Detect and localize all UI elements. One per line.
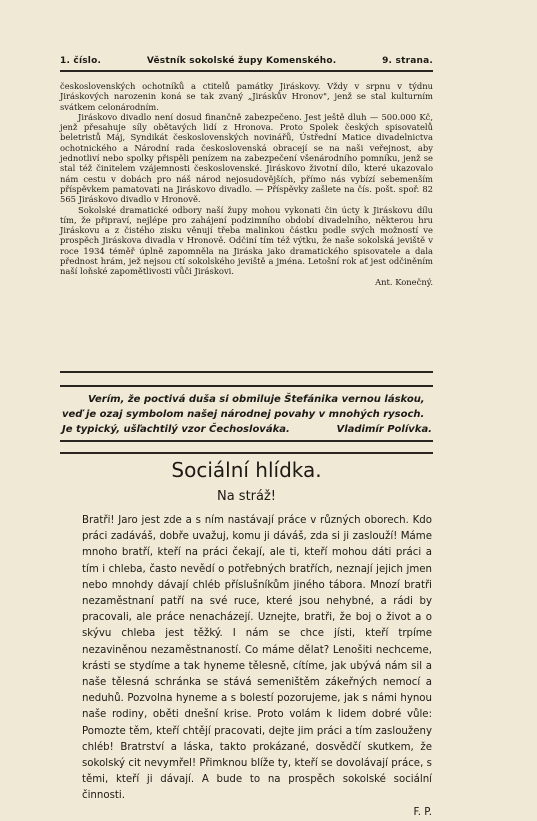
stefanik-quote: [62, 392, 432, 437]
quote-line: Je typický, ušľachtilý vzor Čechoslováka. Vladimír Polívka.: [62, 424, 432, 435]
page-header: [60, 56, 433, 66]
quote-divider-top-1: [60, 371, 433, 373]
section-title: Sociální hlídka.: [171, 458, 322, 482]
article-paragraph: Jiráskovo divadlo není dosud finančně zabezpečeno. Jest ještě dluh — 500.000 Kč, jenž přesahuje síly obětavých lidí z Hronova. Proto Spolek českých spisovatelů beletristů Máj, Syndikát československých novinářů, Ústřední Matice divadelnictva ochotnického a Národní rada československá obracejí se na naši veřejnost, aby jednotliví nebo spolky přispěli penízem na zabezpečení všenárodního pomníku, jenž se stal též činitelem vzájemnosti československé. Jiráskovo životní dílo, které ukazovalo nám cestu v dobách pro náš národ nejosudovějších, přímo nás vybízí sebemenším příspěvkem pamatovati na Jiráskovo divadlo. — Příspěvky zašlete na čís. pošt. spoř. 82 565 Jiráskovo divadlo v Hronově.: [60, 111, 433, 205]
article-paragraph: československých ochotníků a ctitelů památky Jiráskovy. Vždy v srpnu v týdnu Jiráskových narozenin koná se tak zvaný „Jiráskův Hronov", jenž se stal kulturním svátkem celonárodním.: [60, 81, 433, 112]
social-paragraph: Bratři! Jaro jest zde a s ním nastávají práce v různých oborech. Kdo práci zadáváš, dobře uvažuj, komu ji dáváš, zda si ji zaslouží! Máme mnoho bratří, kteří na práci čekají, ale ti, kteří mohou dáti práci a tím i chleba, často nevědí o potřebných bratřích, neznají jejich jmen nebo mnohdy dávají chléb příslušníkům jiného tábora. Mnozí bratři nezaměstnaní patří na své ruce, které jsou nehybné, a rádi by pracovali, ale práce nenacházejí. Uznejte, bratři, že boj o život a o skývu chleba jest těžký. I nám se chce jísti, kteří trpíme nezaviněnou nezaměstnaností. Co máme dělat? Lenošiti nechceme, krásti se stydíme a tak hyneme tělesně, cítíme, jak ubývá nám sil a naše tělesná schránka se stává semeništěm zákeřných nemocí a neduhů. Pozvolna hyneme a s bolestí pozorujeme, jak s námi hynou naše rodiny, oběti dnešní krise. Proto volám k lidem dobré vůle: Pomozte těm, kteří chtějí pracovati, dejte jim práci a tím zaslouženy chléb! Bratrství a láska, takto prokázané, dosvědčí skutkem, že sokolský cit nevymřel! Přimknou blíže ty, kteří se dovolávají práce, s těmi, kteří ji dávají. A bude to na prospěch sokolské sociální činnosti.: [82, 515, 432, 802]
quote-author: Vladimír Polívka.: [336, 424, 432, 435]
quote-divider-top-2: [60, 385, 433, 387]
issue-number: 1. číslo.: [60, 56, 102, 66]
journal-title: Věstník sokolské župy Komenského.: [146, 56, 337, 66]
quote-divider-bottom-2: [60, 452, 433, 454]
social-signature: F. P.: [413, 806, 432, 818]
jirasek-article: [60, 81, 433, 287]
quote-divider-bottom-1: [60, 440, 433, 442]
page-number: 9. strana.: [382, 56, 433, 66]
header-divider: [60, 70, 433, 72]
quote-line: veď je ozaj symbolom našej národnej povahy v mnohých rysoch.: [62, 409, 425, 420]
article-signature: Ant. Konečný.: [375, 276, 433, 287]
quote-line: Verím, že poctivá duša si obmiluje Štefánika vernou láskou,: [88, 394, 425, 405]
article-paragraph: Sokolské dramatické odbory naší župy mohou vykonati čin úcty k Jiráskovu dílu tím, že připraví, nejlépe pro zahájení podzimního období divadelního, některou hru Jiráskovu a z čistého zisku věnují třeba malinkou částku podle svých možností ve prospěch Jiráskova divadla v Hronově. Odčiní tím též výtku, že naše sokolská jeviště v roce 1934 téměř úplně zapomněla na Jiráska jako dramatického spisovatele a dala přednost hrám, jež nejsou ctí sokolského jeviště a jména. Letošní rok ať jest odčiněním naší loňské zapomětlivosti vůči Jiráskovi.: [60, 204, 433, 277]
section-subtitle: Na stráž!: [216, 489, 277, 504]
social-article: [82, 513, 432, 821]
